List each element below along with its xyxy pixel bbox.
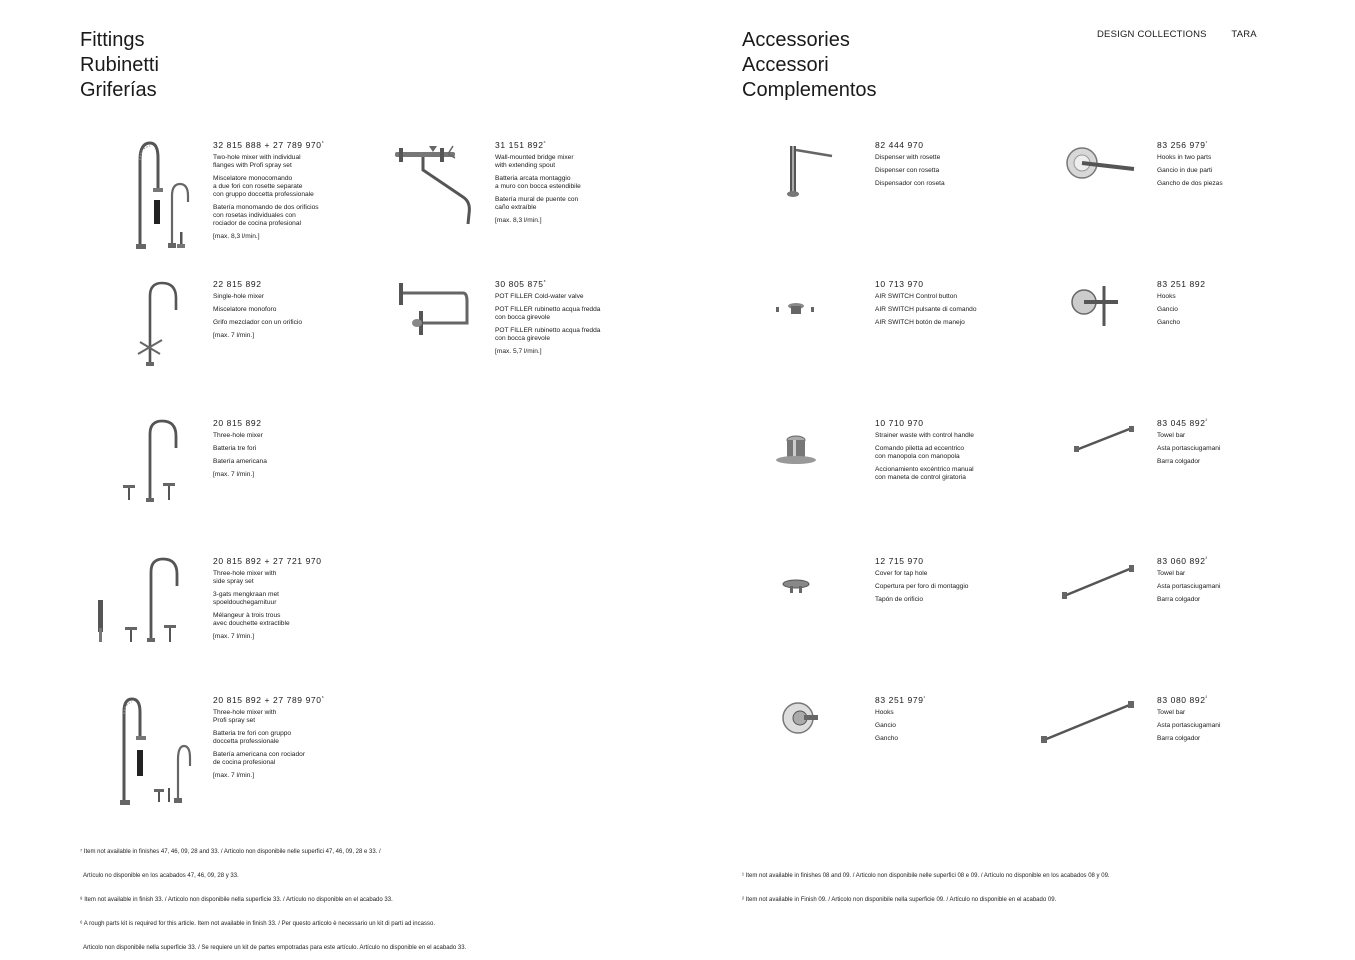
article-number: [875, 279, 1015, 289]
product-description: Barra colgador: [1157, 596, 1201, 603]
article-number: [1157, 279, 1297, 289]
article-number: [213, 279, 353, 289]
product-description: [max. 8,3 l/min.]: [213, 233, 260, 240]
product-description: Wall-mounted bridge mixer with extending spout: [495, 154, 574, 169]
three-hole-profi-spray-image: [110, 696, 200, 808]
article-code: 12 715 970: [875, 556, 924, 566]
article-number: [213, 140, 353, 150]
header-nav: [1097, 29, 1279, 40]
footnote-line: ⁸ Item not available in finish 33. / Articolo non disponibile nella superficie 33. / Artículo no disponible en el acabado 33.: [80, 897, 393, 903]
article-number: [495, 279, 635, 289]
product-accessory: [875, 418, 1015, 487]
product-accessory: [875, 279, 1015, 332]
product-description: Dispensador con roseta: [875, 180, 945, 187]
product-description: [max. 7 l/min.]: [213, 332, 255, 339]
product-description: Dispenser con rosetta: [875, 167, 940, 174]
product-description: Batería americana con rociador de cocina profesional: [213, 751, 305, 766]
title-line: Fittings: [80, 29, 145, 51]
product-accessory: [1157, 279, 1297, 332]
footnote-line: ⁷ Item not available in finishes 47, 46, 09, 28 and 33. / Articolo non disponibile nelle superfici 47, 46, 09, 28 e 33. /: [80, 849, 381, 855]
product-description: Copertura per foro di montaggio: [875, 583, 969, 590]
product-description: Batteria tre fori con gruppo doccetta professionale: [213, 730, 292, 745]
accessories-title: [742, 28, 877, 103]
product-description: Towel bar: [1157, 432, 1186, 439]
product-description: Hooks: [875, 709, 894, 716]
towel-bar-large-image: [1038, 698, 1138, 746]
product-description: Accionamiento excéntrico manual con maneta de control giratoria: [875, 466, 974, 481]
footnote-line: ¹ Item not available in finishes 08 and 09. / Articolo non disponibile nelle superfici 08 e 09. / Artículo no disponible en los acabados 08 y 09.: [742, 873, 1110, 879]
product-description: Towel bar: [1157, 570, 1186, 577]
product-description: Tapón de orificio: [875, 596, 924, 603]
footnote-marker: ⁸: [543, 279, 547, 286]
product-description: AIR SWITCH botón de manejo: [875, 319, 965, 326]
article-number: [875, 418, 1015, 428]
product-accessory: [1157, 556, 1297, 609]
pot-filler-image: [397, 281, 477, 335]
article-code: 20 815 892: [213, 418, 262, 428]
article-number: [1157, 418, 1297, 428]
article-code: 31 151 892: [495, 140, 544, 150]
article-code: 83 256 979: [1157, 140, 1206, 150]
article-code: 83 060 892: [1157, 556, 1206, 566]
product-fitting: [213, 695, 353, 785]
dispenser-image: [782, 142, 842, 200]
product-description: Three-hole mixer with Profi spray set: [213, 709, 277, 724]
footnote-marker: ¹: [1205, 140, 1208, 147]
product-description: Three-hole mixer: [213, 432, 263, 439]
product-description: Strainer waste with control handle: [875, 432, 974, 439]
product-accessory: [1157, 695, 1297, 748]
product-description: Towel bar: [1157, 709, 1186, 716]
product-description: [max. 7 l/min.]: [213, 772, 255, 779]
product-description: Miscelatore monocomando a due fori con rosette separate con gruppo doccetta professionale: [213, 175, 314, 198]
article-number: [875, 556, 1015, 566]
article-number: [213, 556, 353, 566]
three-hole-mixer-image: [118, 418, 190, 504]
product-description: POT FILLER rubinetto acqua fredda con bocca girevole: [495, 327, 601, 342]
footnote-marker: ⁶: [321, 140, 325, 147]
footnote-line: Articolo non disponibile nella superficie 33. / Se requiere un kit de partes empotradas para este artículo. Artículo no disponible en el acabado 33.: [80, 945, 467, 951]
product-description: POT FILLER Cold-water valve: [495, 293, 584, 300]
product-description: [max. 5,7 l/min.]: [495, 348, 542, 355]
product-fitting: [213, 418, 353, 484]
towel-bar-small-image: [1072, 424, 1136, 456]
product-description: 3-gats mengkraan met spoeldouchegarnituur: [213, 591, 279, 606]
product-description: Gancho de dos piezas: [1157, 180, 1223, 187]
footnotes-left: [80, 832, 466, 960]
product-fitting: [213, 556, 353, 646]
article-code: 30 805 875: [495, 279, 544, 289]
product-description: Miscelatore monoforo: [213, 306, 277, 313]
product-description: Batería americana: [213, 458, 267, 465]
footnote-marker: ¹: [923, 695, 926, 702]
footnote-marker: ²: [1205, 695, 1208, 702]
article-code: 32 815 888 + 27 789 970: [213, 140, 322, 150]
product-description: Batteria arcata montaggio a muro con bocca estendibile: [495, 175, 581, 190]
footnote-marker: ²: [1205, 556, 1208, 563]
product-description: Batteria tre fori: [213, 445, 257, 452]
article-code: 82 444 970: [875, 140, 924, 150]
product-accessory: [875, 140, 1015, 193]
product-description: Two-hole mixer with individual flanges with Profi spray set: [213, 154, 301, 169]
footnotes-right: [742, 856, 1110, 912]
fittings-title: [80, 28, 159, 103]
hooks-two-parts-image: [1062, 143, 1142, 187]
article-code: 22 815 892: [213, 279, 262, 289]
air-switch-image: [774, 300, 818, 318]
title-line: Accessori: [742, 54, 829, 76]
product-accessory: [1157, 418, 1297, 471]
product-description: Mélangeur à trois trous avec douchette extractible: [213, 612, 290, 627]
footnote-line: Artículo no disponible en los acabados 47, 46, 09, 28 y 33.: [80, 873, 239, 879]
strainer-waste-image: [774, 432, 818, 470]
product-fitting: [213, 279, 353, 345]
product-description: Single-hole mixer: [213, 293, 264, 300]
product-fitting: [495, 279, 635, 361]
product-description: [max. 7 l/min.]: [213, 471, 255, 478]
article-code: 83 080 892: [1157, 695, 1206, 705]
product-description: [max. 8,3 l/min.]: [495, 217, 542, 224]
article-number: [1157, 140, 1297, 150]
product-accessory: [875, 695, 1015, 748]
product-description: Barra colgador: [1157, 735, 1201, 742]
product-description: Gancho: [1157, 319, 1181, 326]
wall-bridge-mixer-image: [393, 142, 483, 232]
product-description: Barra colgador: [1157, 458, 1201, 465]
footnote-marker: ⁶: [543, 140, 547, 147]
footnote-line: ⁶ A rough parts kit is required for this article. Item not available in finish 33. / Per questo articolo è necessario un kit di parti ad incasso.: [80, 921, 435, 927]
product-fitting: [213, 140, 353, 246]
product-description: Hooks in two parts: [1157, 154, 1212, 161]
title-line: Complementos: [742, 79, 877, 101]
hooks-image: [1068, 282, 1128, 330]
product-description: Asta portasciugamani: [1157, 445, 1221, 452]
product-accessory: [1157, 140, 1297, 193]
title-line: Accessories: [742, 29, 850, 51]
product-description: POT FILLER rubinetto acqua fredda con bocca girevole: [495, 306, 601, 321]
product-description: Comando piletta ad eccentrico con manopola con manopola: [875, 445, 965, 460]
article-number: [1157, 695, 1297, 705]
product-description: Gancio: [875, 722, 896, 729]
article-code: 83 251 892: [1157, 279, 1206, 289]
footnote-line: ² Item not available in Finish 09. / Articolo non disponibile nella superficie 09. / Artículo no disponible en el acabado 09.: [742, 897, 1057, 903]
article-code: 10 713 970: [875, 279, 924, 289]
article-number: [875, 695, 1015, 705]
article-number: [213, 418, 353, 428]
hook-round-image: [778, 700, 822, 740]
nav-design-collections[interactable]: DESIGN COLLECTIONS: [1097, 29, 1207, 40]
product-description: Cover for tap hole: [875, 570, 928, 577]
article-code: 20 815 892 + 27 789 970: [213, 695, 322, 705]
product-description: Gancio in due parti: [1157, 167, 1213, 174]
product-description: Asta portasciugamani: [1157, 722, 1221, 729]
title-line: Griferías: [80, 79, 157, 101]
towel-bar-medium-image: [1060, 562, 1136, 602]
article-number: [875, 140, 1015, 150]
product-accessory: [875, 556, 1015, 609]
article-code: 83 045 892: [1157, 418, 1206, 428]
product-description: Grifo mezclador con un orificio: [213, 319, 303, 326]
footnote-marker: ⁶: [321, 695, 325, 702]
product-description: Batería mural de puente con caño extraíble: [495, 196, 579, 211]
article-code: 10 710 970: [875, 418, 924, 428]
product-description: AIR SWITCH pulsante di comando: [875, 306, 977, 313]
article-number: [213, 695, 353, 705]
nav-tara[interactable]: TARA: [1231, 29, 1257, 40]
product-description: Batería monomando de dos orificios con rosetas individuales con rociador de cocina profesional: [213, 204, 319, 227]
product-description: Hooks: [1157, 293, 1176, 300]
article-number: [1157, 556, 1297, 566]
footnote-marker: ²: [1205, 418, 1208, 425]
single-hole-mixer-image: [132, 280, 182, 368]
article-code: 83 251 979: [875, 695, 924, 705]
product-description: Asta portasciugamani: [1157, 583, 1221, 590]
three-hole-mixer-side-spray-image: [93, 556, 189, 644]
product-description: Dispenser with rosette: [875, 154, 941, 161]
product-description: AIR SWITCH Control button: [875, 293, 958, 300]
product-description: Three-hole mixer with side spray set: [213, 570, 277, 585]
tap-hole-cover-image: [780, 578, 812, 596]
product-description: Gancio: [1157, 306, 1178, 313]
product-description: [max. 7 l/min.]: [213, 633, 255, 640]
article-number: [495, 140, 635, 150]
product-description: Gancho: [875, 735, 899, 742]
profi-spray-mixer-image: [110, 140, 200, 252]
product-fitting: [495, 140, 635, 230]
article-code: 20 815 892 + 27 721 970: [213, 556, 322, 566]
title-line: Rubinetti: [80, 54, 159, 76]
